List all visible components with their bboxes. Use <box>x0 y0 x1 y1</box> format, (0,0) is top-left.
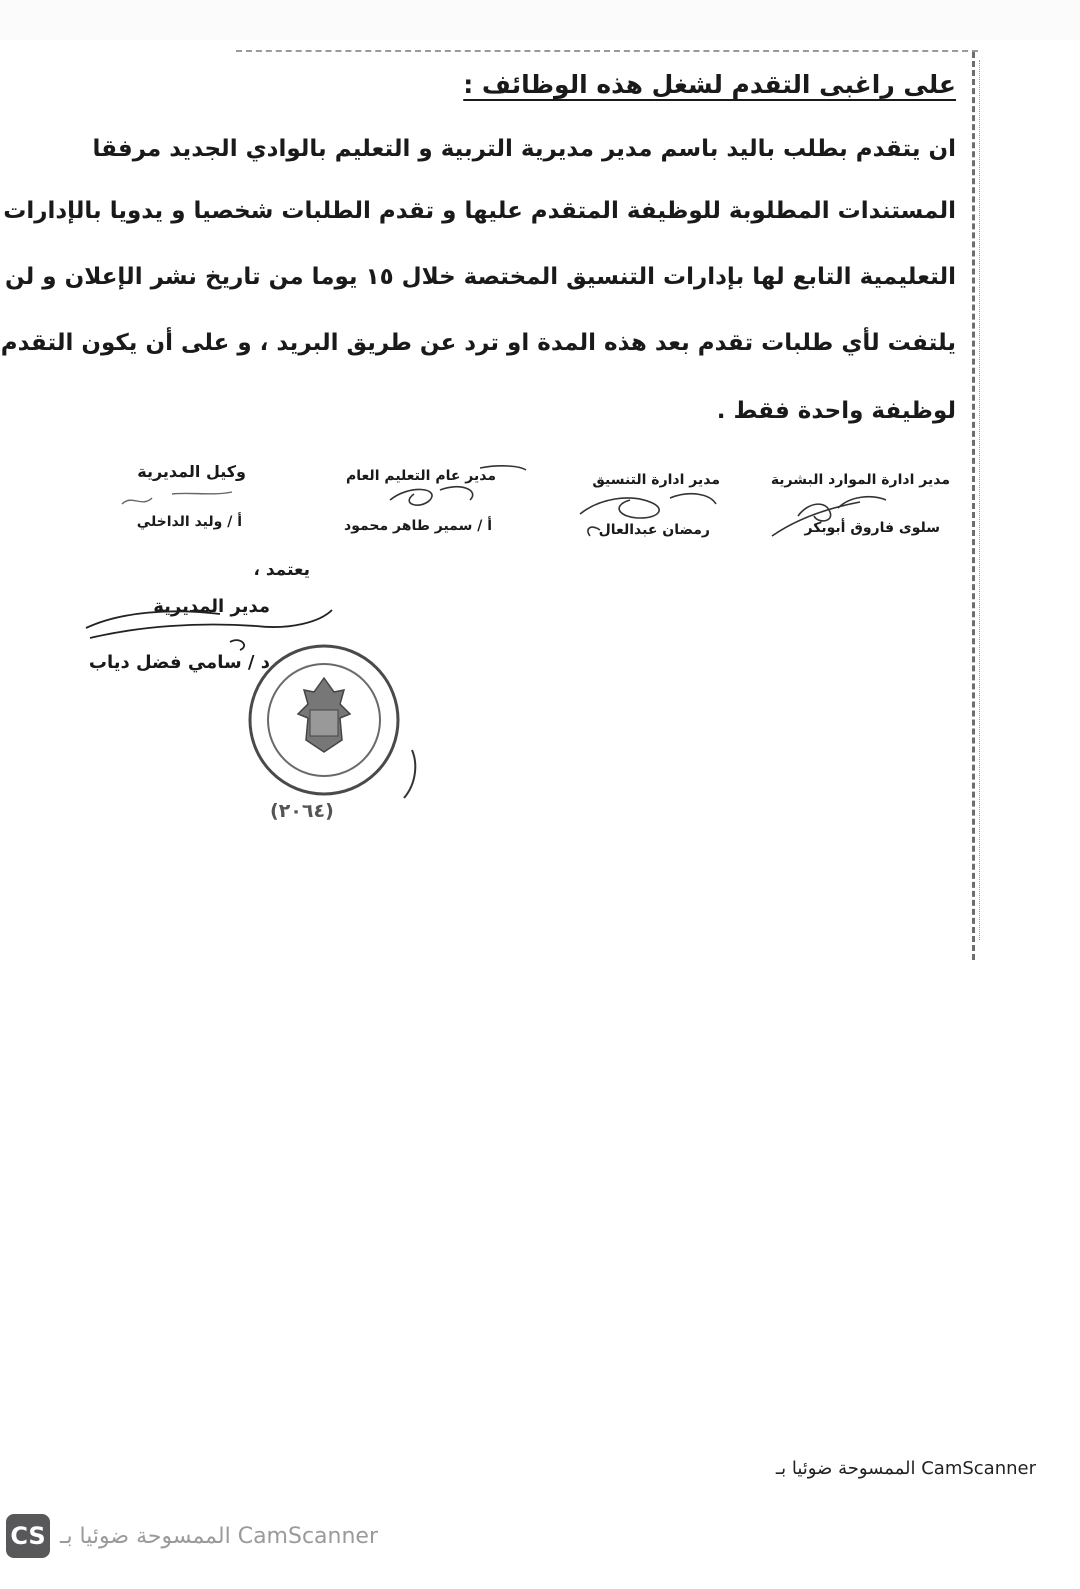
signature-mark-deputy-icon <box>112 484 242 518</box>
body-line-4: يلتفت لأي طلبات تقدم بعد هذه المدة او ترد عن طريق البريد ، و على أن يكون التقدم <box>0 330 956 356</box>
signature-title-hr: مدير ادارة الموارد البشرية <box>770 472 950 488</box>
signature-name-general-education: أ / سمير طاهر محمود <box>344 518 492 534</box>
document-right-border-inner <box>979 60 980 940</box>
signature-title-deputy: وكيل المديرية <box>137 462 246 481</box>
signature-title-general-education: مدير عام التعليم العام <box>346 468 496 484</box>
signature-name-deputy: أ / وليد الداخلي <box>136 514 242 530</box>
document-right-border <box>972 52 975 960</box>
stamp-number: (٢٠٦٤) <box>270 800 334 822</box>
approval-name: د / سامي فضل دياب <box>88 652 270 673</box>
signature-title-coordination: مدير ادارة التنسيق <box>592 472 720 488</box>
scanner-watermark-text: الممسوحة ضوئيا بـ CamScanner <box>775 1458 1036 1479</box>
section-heading: على راغبى التقدم لشغل هذه الوظائف : <box>463 70 956 99</box>
seal-edge-mark-icon <box>382 744 422 804</box>
page-top-shadow <box>0 0 1080 40</box>
camscanner-logo-icon: CS <box>6 1514 50 1558</box>
signature-name-hr: سلوى فاروق أبوبكر <box>804 520 940 536</box>
official-seal-icon <box>244 640 404 800</box>
signature-mark-general-education-icon <box>370 460 530 520</box>
approval-title: مدير المديرية <box>153 596 270 617</box>
document-top-border <box>236 50 978 52</box>
body-line-3: التعليمية التابع لها بإدارات التنسيق المختصة خلال ١٥ يوما من تاريخ نشر الإعلان و لن <box>4 264 956 290</box>
body-line-1: ان يتقدم بطلب باليد باسم مدير مديرية التربية و التعليم بالوادي الجديد مرفقا <box>92 136 956 162</box>
body-line-5: لوظيفة واحدة فقط . <box>716 398 956 424</box>
camscanner-footer <box>6 1512 506 1560</box>
approval-label: يعتمد ، <box>253 560 310 580</box>
body-line-2: المستندات المطلوبة للوظيفة المتقدم عليها و تقدم الطلبات شخصيا و يدويا بالإدارات <box>3 198 956 224</box>
signature-name-coordination: رمضان عبدالعال <box>598 522 710 538</box>
camscanner-footer-text: الممسوحة ضوئيا بـ CamScanner <box>60 1523 378 1549</box>
